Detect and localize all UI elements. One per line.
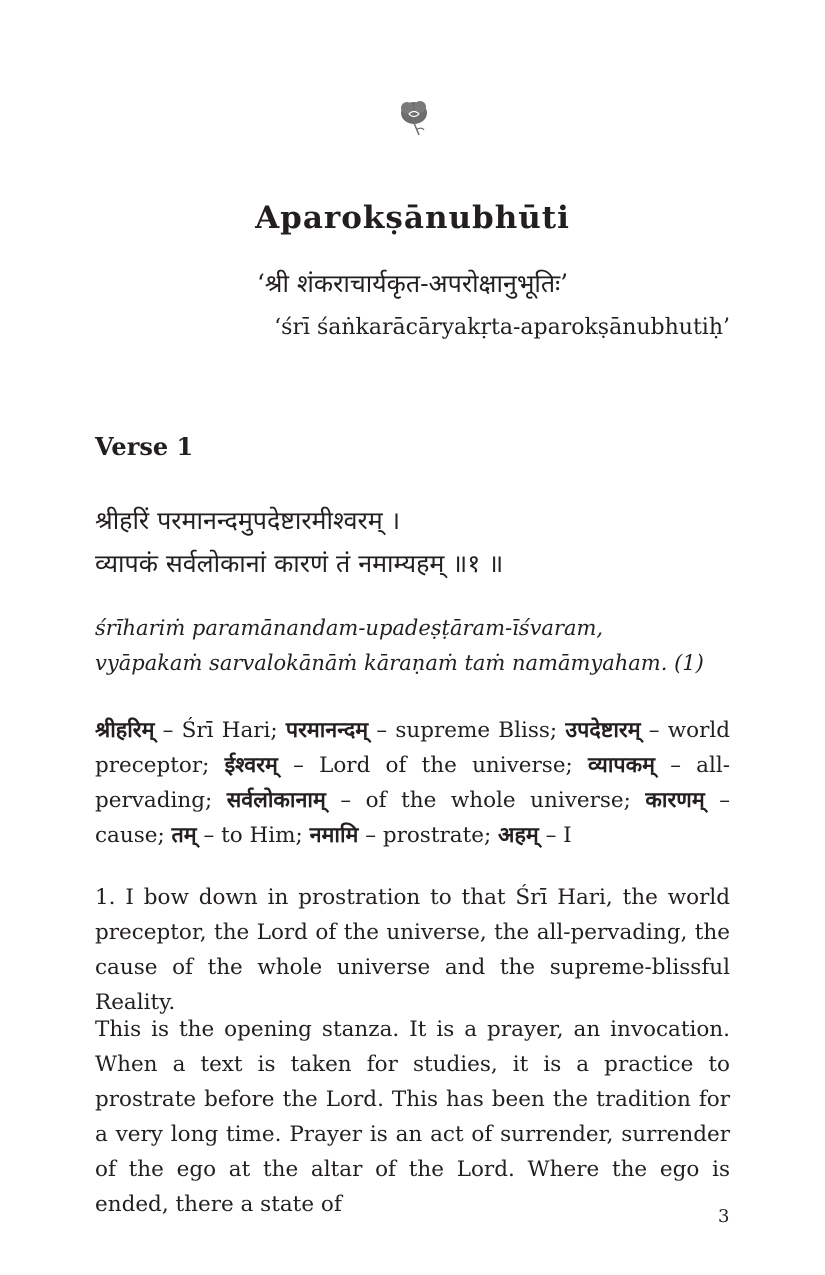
gloss-word: सर्वलोकानाम्	[226, 788, 326, 813]
gloss-meaning: – Lord of the universe;	[277, 753, 588, 778]
gloss-word: परमानन्दम्	[285, 718, 369, 743]
verse-transliteration-line: śrīhariṁ paramānandam-upadeṣṭāram-īśvaram,	[95, 616, 604, 640]
gloss-word: तम्	[171, 823, 197, 848]
word-glossary	[95, 713, 730, 853]
page-title: Aparokṣānubhūti	[255, 200, 570, 236]
gloss-word: ईश्वरम्	[224, 753, 278, 778]
verse-transliteration-line: vyāpakaṁ sarvalokānāṁ kāraṇaṁ taṁ namāmyaham. (1)	[95, 651, 704, 675]
gloss-meaning: – cause;	[95, 788, 730, 848]
verse-heading: Verse 1	[95, 432, 194, 461]
commentary-paragraph: This is the opening stanza. It is a prayer, an invocation. When a text is taken for studies, it is a practice to prostrate before the Lord. This has been the tradition for a very long time. Prayer is an act of surrender, surrender of the ego at the altar of the Lord. Where the ego is ended, there a state of	[95, 1017, 730, 1217]
gloss-meaning: – to Him;	[196, 823, 310, 848]
gloss-meaning: – prostrate;	[358, 823, 499, 848]
verse-devanagari-line: व्यापकं सर्वलोकानां कारणं तं नमाम्यहम् ॥१ ॥	[95, 549, 504, 578]
subtitle-transliteration: ‘śrī śaṅkarācāryakṛta-aparokṣānubhutiḥ’	[274, 315, 730, 340]
verse-translation: 1. I bow down in prostration to that Śrī Hari, the world preceptor, the Lord of the universe, the all-pervading, the cause of the whole universe and the supreme-blissful Reality.	[95, 885, 730, 1015]
gloss-meaning: – Śrī Hari;	[154, 718, 286, 743]
rose-flower-icon	[397, 98, 431, 138]
gloss-meaning: – of the whole universe;	[325, 788, 646, 813]
gloss-meaning: – supreme Bliss;	[368, 718, 566, 743]
gloss-word: उपदेष्टारम्	[565, 718, 641, 743]
gloss-meaning: – all-pervading;	[95, 753, 730, 813]
page-number: 3	[718, 1206, 730, 1227]
subtitle-devanagari: ‘श्री शंकराचार्यकृत-अपरोक्षानुभूतिः’	[256, 269, 569, 298]
gloss-meaning: – world preceptor;	[95, 718, 730, 778]
gloss-word: श्रीहरिम्	[95, 718, 155, 743]
gloss-word: कारणम्	[645, 788, 705, 813]
gloss-word: नमामि	[309, 823, 359, 848]
verse-devanagari-line: श्रीहरिं परमानन्दमुपदेष्टारमीश्वरम् ।	[95, 506, 401, 535]
gloss-word: व्यापकम्	[588, 753, 655, 778]
gloss-word: अहम्	[498, 823, 539, 848]
gloss-meaning: – I	[538, 823, 572, 848]
